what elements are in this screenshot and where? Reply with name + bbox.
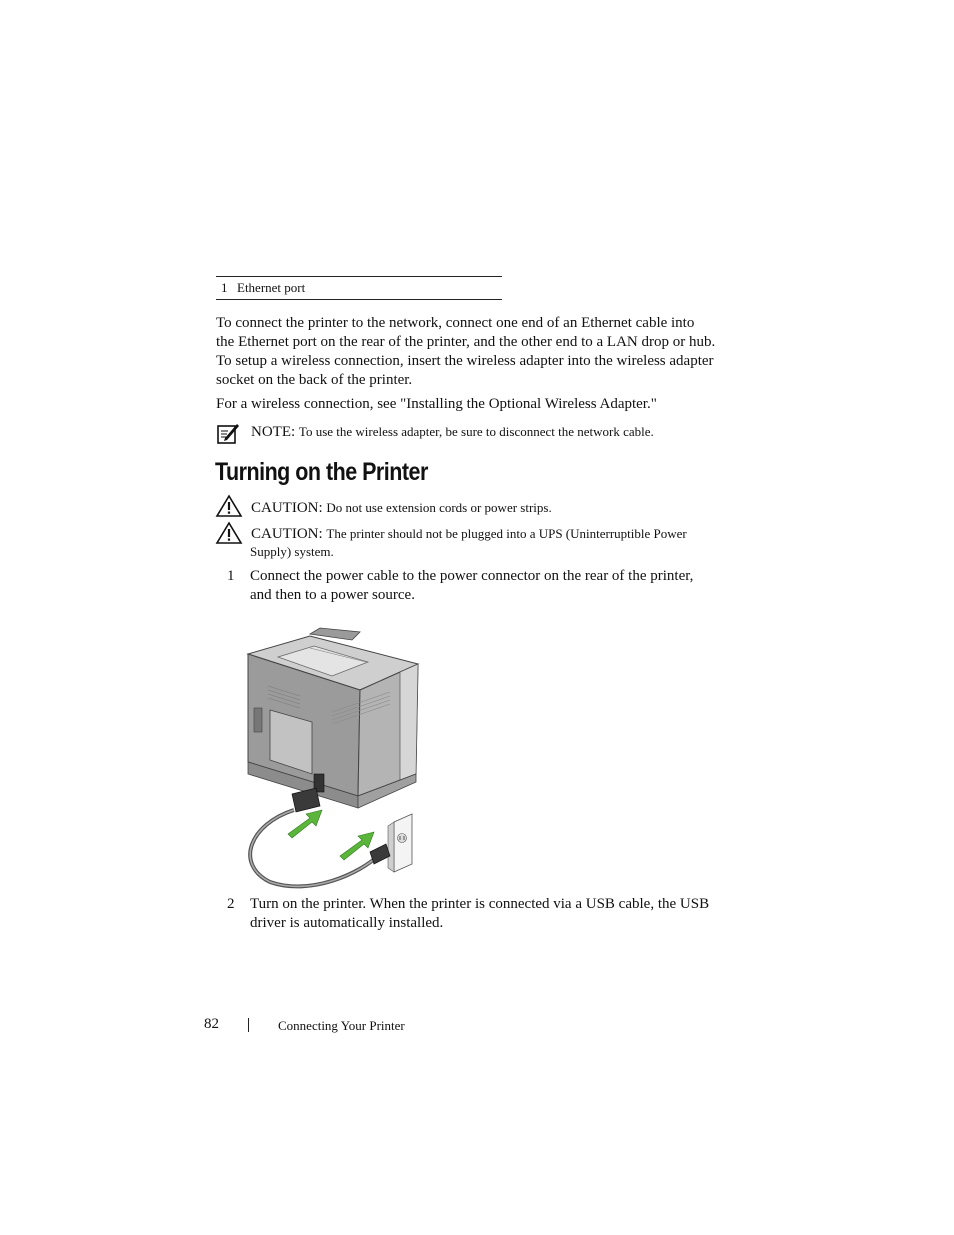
footer-divider: [248, 1018, 249, 1032]
note: [251, 422, 721, 442]
network-paragraph: To connect the printer to the network, connect one end of an Ethernet cable into the Ethernet port on the rear of the printer, and the other end to a LAN drop or hub. To setup a wireless connection, insert the wireless adapter into the wireless adapter socket on the back of the printer.: [216, 315, 716, 388]
step-1-text: Connect the power cable to the power connector on the rear of the printer, and then to a power source.: [250, 568, 694, 603]
step-1-number: 1: [227, 568, 235, 584]
warning-triangle-icon: [215, 521, 243, 545]
wireless-paragraph: For a wireless connection, see "Installing the Optional Wireless Adapter.": [216, 396, 657, 412]
caution-2: [251, 524, 721, 544]
callout-table: [216, 276, 502, 300]
note-label: NOTE:: [251, 424, 296, 440]
caution-1: [251, 498, 721, 518]
step-2-number: 2: [227, 896, 235, 912]
printer-power-illustration: [240, 624, 430, 890]
footer-chapter-title: Connecting Your Printer: [278, 1018, 405, 1033]
caution-2-text-continued: Supply) system.: [250, 544, 334, 559]
warning-triangle-icon: [215, 494, 243, 518]
step-2-text: Turn on the printer. When the printer is connected via a USB cable, the USB driver is automatically installed.: [250, 896, 710, 931]
caution-2-label: CAUTION:: [251, 526, 323, 542]
caution-1-text: Do not use extension cords or power strips.: [326, 500, 552, 515]
callout-label: Ethernet port: [237, 280, 306, 295]
pencil-note-icon: [216, 421, 240, 445]
caution-2-text: The printer should not be plugged into a UPS (Uninterruptible Power: [326, 526, 687, 541]
page-number: 82: [204, 1016, 219, 1032]
callout-number: 1: [221, 280, 228, 295]
section-heading: Turning on the Printer: [215, 458, 428, 486]
note-text: To use the wireless adapter, be sure to disconnect the network cable.: [298, 424, 654, 439]
caution-1-label: CAUTION:: [251, 500, 323, 516]
